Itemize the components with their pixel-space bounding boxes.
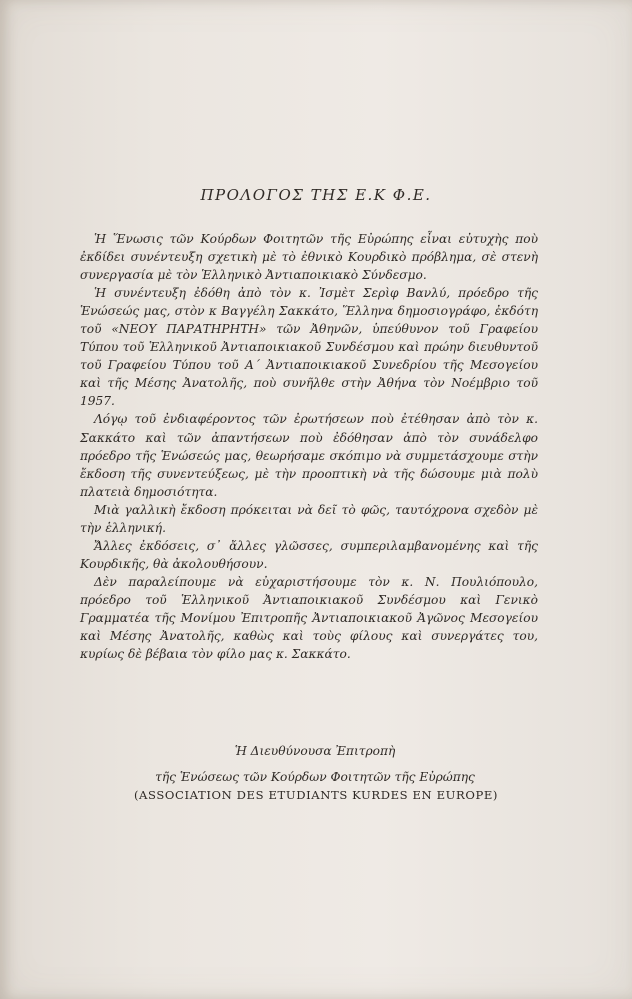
signature-block — [80, 738, 550, 790]
signature-committee: Ἡ Διευθύνουσα Ἐπιτροπὴ — [234, 744, 396, 758]
paragraph-interest: Λόγῳ τοῦ ἐνδιαφέροντος τῶν ἐρωτήσεων ποὺ ἐτέθησαν ἀπὸ τὸν κ. Σακκάτο καὶ τῶν ἀπαντήσεων ποὺ ἐδόθησαν ἀπὸ τὸν συνάδελφο πρόεδρο τῆς Ἑνώσεώς μας, θεωρήσαμε σκόπιμο νὰ συμμετάσχουμε στὴν ἔκδοση τῆς συνεντεύξεως, μὲ τὴν προοπτικὴ νὰ τῆς δώσουμε μιὰ πολὺ πλατειὰ δημοσιότητα. — [80, 412, 538, 499]
page-title: ΠΡΟΛΟΓΟΣ ΤΗΣ Ε.Κ Φ.Ε. — [200, 186, 432, 204]
preface-body — [80, 230, 538, 663]
paragraph-intro: Ἡ Ἕνωσις τῶν Κούρδων Φοιτητῶν τῆς Εὐρώπης εἶναι εὐτυχὴς ποὺ ἐκδίδει συνέντευξη σχετικὴ μὲ τὸ ἐθνικὸ Κουρδικὸ πρόβλημα, σὲ στενὴ συνεργασία μὲ τὸν Ἑλληνικὸ Ἀντιαποικιακὸ Σύνδεσμο. — [80, 232, 538, 283]
signature-union: τῆς Ἑνώσεως τῶν Κούρδων Φοιτητῶν τῆς Εὐρώπης — [155, 770, 475, 784]
paragraph-interview: Ἡ συνέντευξη ἐδόθη ἀπὸ τὸν κ. Ἰσμὲτ Σερὶφ Βανλύ, πρόεδρο τῆς Ἑνώσεώς μας, στὸν κ Βαγγέλη Σακκάτο, Ἕλληνα δημοσιογράφο, ἐκδότη τοῦ «ΝΕΟΥ ΠΑΡΑΤΗΡΗΤΗ» τῶν Ἀθηνῶν, ὑπεύθυνον τοῦ Γραφείου Τύπου τοῦ Ἑλληνικοῦ Ἀντιαποικιακοῦ Συνδέσμου καὶ πρώην διευθυντοῦ τοῦ Γραφείου Τύπου τοῦ Α΄ Ἀντιαποικιακοῦ Συνεδρίου τῆς Μεσογείου καὶ τῆς Μέσης Ἀνατολῆς, ποὺ συνῆλθε στὴν Ἀθήνα τὸν Νοέμβριο τοῦ 1957. — [80, 286, 538, 409]
association-name: (ASSOCIATION DES ETUDIANTS KURDES EN EUROPE) — [133, 788, 499, 802]
paragraph-french-edition: Μιὰ γαλλικὴ ἔκδοση πρόκειται νὰ δεῖ τὸ φῶς, ταυτόχρονα σχεδὸν μὲ τὴν ἑλληνική. — [80, 502, 538, 535]
paragraph-thanks: Δὲν παραλείπουμε νὰ εὐχαριστήσουμε τὸν κ. Ν. Πουλιόπουλο, πρόεδρο τοῦ Ἑλληνικοῦ Ἀντιαποικιακοῦ Συνδέσμου καὶ Γενικὸ Γραμματέα τῆς Μονίμου Ἐπιτροπῆς Ἀντιαποικιακοῦ Ἀγῶνος Μεσογείου καὶ Μέσης Ἀνατολῆς, καθὼς καὶ τοὺς φίλους καὶ συνεργάτες του, κυρίως δὲ βέβαια τὸν φίλο μας κ. Σακκάτο. — [80, 574, 538, 662]
paragraph-other-editions: Ἄλλες ἐκδόσεις, σ᾿ ἄλλες γλῶσσες, συμπεριλαμβανομένης καὶ τῆς Κουρδικῆς, θὰ ἀκολουθήσουν. — [80, 538, 538, 571]
